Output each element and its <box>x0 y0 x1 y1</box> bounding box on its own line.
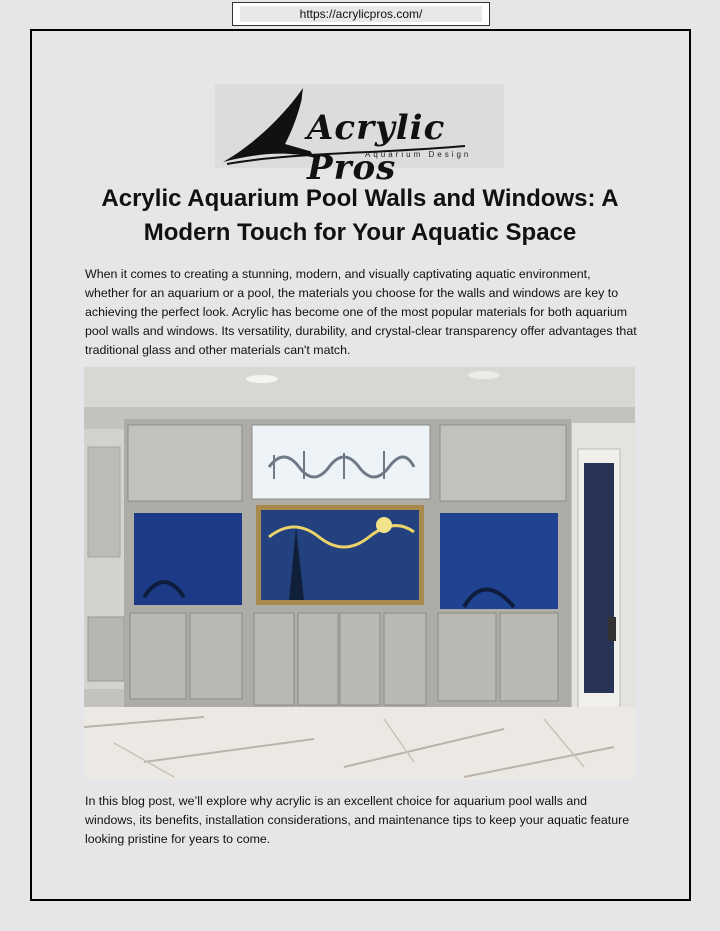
url-text: https://acrylicpros.com/ <box>240 6 482 22</box>
aquarium-room-photo <box>84 367 635 780</box>
outro-paragraph: In this blog post, we’ll explore why acrylic is an excellent choice for aquarium pool walls and windows, its benefits, installation considerations, and maintenance tips to keep your aquatic feature looking pristine for years to come. <box>85 794 630 846</box>
article-title: Acrylic Aquarium Pool Walls and Windows: A Modern Touch for Your Aquatic Space <box>101 185 619 246</box>
logo-brand-text: Acrylic Pros <box>307 108 446 188</box>
url-bar[interactable] <box>232 2 490 26</box>
logo-tagline: Aquarium Design <box>365 150 472 159</box>
intro-paragraph: When it comes to creating a stunning, modern, and visually captivating aquatic environment, whether for an aquarium or a pool, the materials you choose for the walls and windows are key to achieving the perfect look. Acrylic has become one of the most popular materials for both aquarium pool walls and windows. Its versatility, durability, and crystal-clear transparency offer advantages that traditional glass and other materials can't match. <box>85 267 637 357</box>
photo-illustration <box>84 367 635 780</box>
brand-logo <box>215 84 504 188</box>
